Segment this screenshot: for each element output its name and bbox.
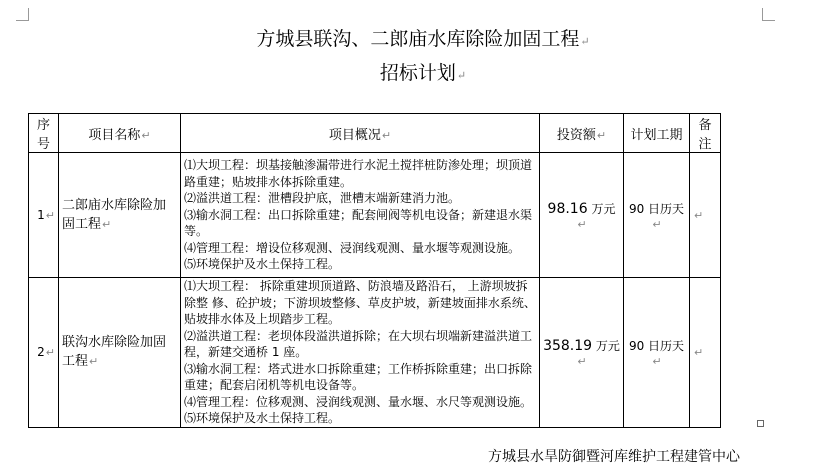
header-seq-label: 序号	[36, 118, 50, 152]
header-investment-label: 投资额	[556, 127, 596, 143]
description-line: ⑴大坝工程： 拆除重建坝顶道路、防浪墙及路沿石， 上游坝坡拆除整 修、砼护坡；下游坝坡整修、草皮护坡，新建坡面排水系统、贴坡排水体及上坝踏步工程。	[184, 279, 536, 326]
row-project-name-value: 联沟水库除险加固工程	[62, 335, 167, 370]
paragraph-mark-icon: ↵	[577, 354, 587, 368]
paragraph-mark-icon: ↵	[596, 128, 607, 142]
row-seq-value: 1	[37, 208, 45, 222]
header-seq	[29, 114, 59, 153]
row-investment	[540, 278, 624, 428]
header-description-label: 项目概况	[328, 127, 381, 143]
investment-amount: 358.19	[543, 337, 593, 354]
investment-unit: 万元	[595, 338, 620, 353]
header-period-label: 计划工期	[630, 127, 683, 143]
header-name	[59, 114, 181, 153]
paragraph-mark-icon: ↵	[89, 355, 99, 369]
row-seq-value: 2	[37, 345, 45, 360]
paragraph-mark-icon: ↵	[381, 128, 392, 142]
paragraph-mark-icon: ↵	[102, 218, 112, 231]
description-line: ⑶输水洞工程：塔式进水口拆除重建；工作桥拆除重建；出口拆除重建；配套启闭机等机电设备等。	[184, 361, 533, 392]
row-description	[181, 278, 540, 428]
issuing-organization	[488, 446, 740, 466]
description-line: ⑸环境保护及水土保持工程。	[184, 257, 341, 272]
paragraph-mark-icon: ↵	[580, 35, 590, 48]
paragraph-mark-icon: ↵	[694, 346, 704, 360]
row-period	[624, 153, 690, 278]
header-remark	[690, 114, 721, 153]
row-project-name	[59, 278, 181, 428]
paragraph-mark-icon: ↵	[141, 128, 151, 142]
header-period	[624, 114, 690, 153]
bidding-plan-table	[28, 113, 721, 428]
description-line: ⑷管理工程：增设位移观测、浸润线观测、量水堰等观测设施。	[184, 240, 521, 255]
header-investment	[540, 114, 624, 153]
description-line: ⑴大坝工程：坝基接触渗漏带进行水泥土搅拌桩防渗处理；坝顶道路重建；贴坡排水体拆除重建。	[184, 158, 533, 189]
row-investment	[540, 153, 624, 278]
title-line-2: 招标计划	[379, 62, 456, 84]
table-row	[29, 153, 721, 278]
title-line-1: 方城县联沟、二郎庙水库除险加固工程	[256, 28, 580, 50]
document-title	[5, 24, 836, 51]
table-end-marker-icon	[757, 420, 764, 427]
investment-unit: 万元	[591, 201, 616, 216]
description-line: ⑷管理工程：位移观测、浸润线观测、量水堰、水尺等观测设施。	[184, 394, 533, 409]
row-seq	[29, 153, 59, 278]
paragraph-mark-icon: ↵	[652, 217, 662, 231]
description-line: ⑸环境保护及水土保持工程。	[184, 411, 341, 425]
header-name-label: 项目名称	[88, 127, 141, 143]
row-period-value: 90 日历天	[628, 338, 685, 353]
row-description	[181, 153, 540, 278]
row-period-value: 90 日历天	[628, 201, 685, 216]
row-remark	[690, 153, 721, 278]
paragraph-mark-icon: ↵	[456, 69, 467, 82]
table-row	[29, 278, 721, 428]
investment-amount: 98.16	[547, 200, 588, 217]
row-seq	[29, 278, 59, 428]
paragraph-mark-icon: ↵	[45, 209, 55, 222]
paragraph-mark-icon: ↵	[694, 209, 704, 222]
header-remark-label: 备注	[698, 118, 712, 152]
row-project-name-value: 二郎庙水库除险加固工程	[62, 198, 167, 232]
paragraph-mark-icon: ↵	[45, 346, 55, 360]
paragraph-mark-icon: ↵	[577, 217, 587, 231]
description-line: ⑶输水洞工程：出口拆除重建；配套闸阀等机电设备；新建退水渠等。	[184, 207, 533, 239]
crop-mark-top-left	[16, 8, 29, 21]
table-header-row	[29, 114, 721, 153]
crop-mark-top-right	[762, 8, 775, 21]
description-line: ⑵溢洪道工程：泄槽段护底，泄槽末端新建消力池。	[184, 191, 461, 206]
row-period	[624, 278, 690, 428]
row-remark	[690, 278, 721, 428]
description-line: ⑵溢洪道工程：老坝体段溢洪道拆除；在大坝右坝端新建溢洪道工程，新建交通桥 1 座。	[184, 328, 533, 359]
paragraph-mark-icon: ↵	[652, 354, 662, 368]
header-description	[181, 114, 540, 153]
document-subtitle	[5, 58, 836, 85]
row-project-name	[59, 153, 181, 278]
footer-text: 方城县水旱防御暨河库维护工程建管中心	[488, 449, 740, 465]
